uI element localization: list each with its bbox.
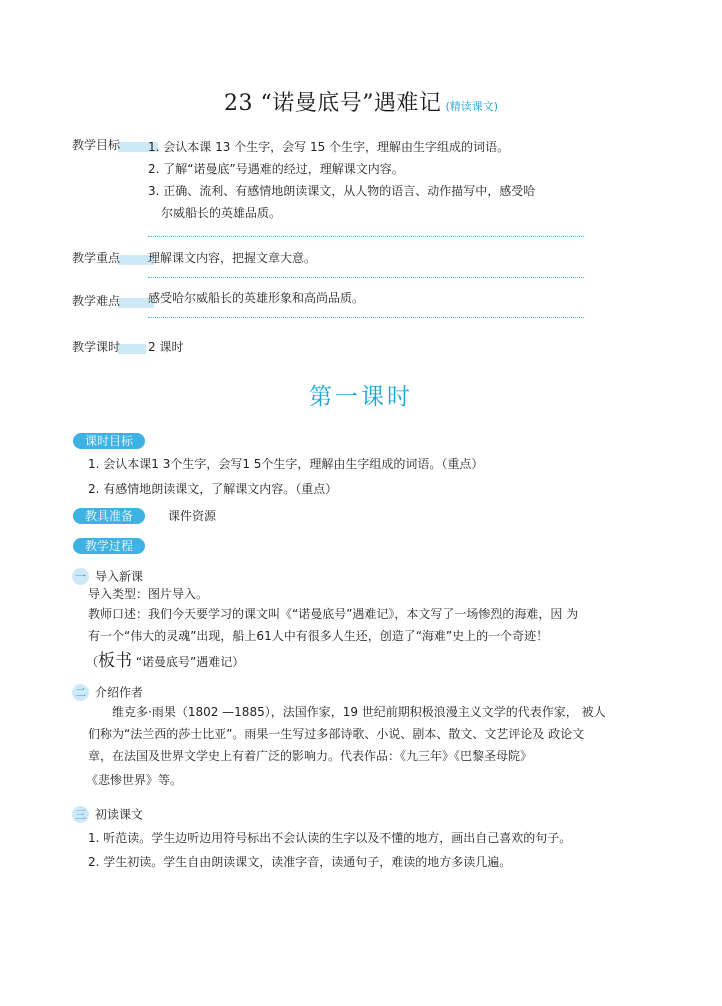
step-2-title: 介绍作者	[95, 685, 144, 700]
step-3-line-2: 2. 学生初读。学生自由朗读课文，读准字音，读通句子，难读的地方多读几遍。	[88, 855, 512, 869]
difficulty-label-text: 教学难点	[72, 294, 121, 308]
hours-label-text: 教学课时	[72, 340, 121, 354]
label-highlight	[118, 344, 146, 354]
step-1-line-1: 导入类型：图片导入。	[88, 587, 209, 601]
focus-label	[72, 249, 120, 267]
divider	[148, 236, 584, 237]
goal-item-1: 1. 会认本课 13 个生字，会写 15 个生字，理解由生字组成的词语。	[148, 140, 510, 154]
objectives-pill: 课时目标	[73, 433, 145, 449]
step-1-line-2: 教师口述：我们今天要学习的课文叫《“诺曼底号”遇难记》，本文写了一场惨烈的海难，因 为	[88, 607, 579, 621]
goals-label-text: 教学目标	[72, 138, 121, 152]
focus-text: 理解课文内容，把握文章大意。	[148, 251, 317, 265]
board-word: 板书	[98, 651, 133, 671]
difficulty-label	[72, 292, 120, 310]
step-3-heading	[72, 805, 143, 823]
goal-item-2: 2. 了解“诺曼底”号遇难的经过，理解课文内容。	[148, 162, 404, 176]
step-1-number: 一	[72, 568, 89, 585]
step-1-line-3: 有一个“伟大的灵魂”出现，船上61人中有很多人生还，创造了“海难”史上的一个奇迹！	[88, 629, 549, 643]
step-2-heading	[72, 683, 143, 701]
title-tag: (精读课文)	[445, 100, 499, 113]
goals-list	[148, 136, 535, 224]
focus-label-text: 教学重点	[72, 251, 121, 265]
goal-item-3-cont	[148, 202, 535, 224]
hours-label	[72, 338, 120, 356]
difficulty-text: 感受哈尔威船长的英雄形象和高尚品质。	[148, 291, 365, 305]
board-text: “诺曼底号”遇难记）	[135, 655, 245, 669]
step-2-line-3: 章，在法国及世界文学史上有着广泛的影响力。代表作品：《九三年》《巴黎圣母院》	[88, 749, 533, 763]
prep-pill: 教具准备	[73, 508, 145, 524]
goals-label	[72, 136, 120, 154]
step-3-number: 三	[72, 806, 89, 823]
step-2-line-2: 们称为“法兰西的莎士比亚”。雨果一生写过多部诗歌、小说、剧本、散文、文艺评论及 政论文	[88, 727, 585, 741]
process-pill: 教学过程	[73, 538, 145, 554]
objective-item-1: 1. 会认本课1 3个生字，会写1 5个生字，理解由生字组成的词语。（重点）	[88, 457, 484, 471]
step-2-number: 二	[72, 684, 89, 701]
divider	[148, 317, 584, 318]
goal-item-3-cont-text: 尔威船长的英雄品质。	[161, 206, 282, 220]
step-1-title: 导入新课	[95, 569, 144, 584]
step-3-title: 初读课文	[95, 807, 144, 822]
objective-item-2: 2. 有感情地朗读课文，了解课文内容。（重点）	[88, 482, 338, 496]
board-note	[86, 651, 244, 672]
lesson-section-title: 第一课时	[309, 384, 413, 410]
hours-text: 2 课时	[148, 340, 184, 354]
step-3-line-1: 1. 听范读。学生边听边用符号标出不会认读的生字以及不懂的地方，画出自己喜欢的句子。	[88, 831, 572, 845]
title-block	[0, 86, 722, 117]
page-title: 23 “诺曼底号”遇难记	[223, 91, 442, 116]
prep-text: 课件资源	[168, 509, 217, 523]
divider	[148, 277, 584, 278]
goal-item-3: 3. 正确、流利、有感情地朗读课文，从人物的语言、动作描写中，感受哈	[148, 184, 536, 198]
step-2-line-4: 《悲惨世界》等。	[86, 773, 183, 787]
step-2-line-1: 维克多·雨果（1802 —1885），法国作家，19 世纪前期积极浪漫主义文学的代表作家， 被人	[112, 705, 606, 719]
board-open-paren: （	[86, 655, 99, 669]
step-1-heading	[72, 567, 143, 585]
